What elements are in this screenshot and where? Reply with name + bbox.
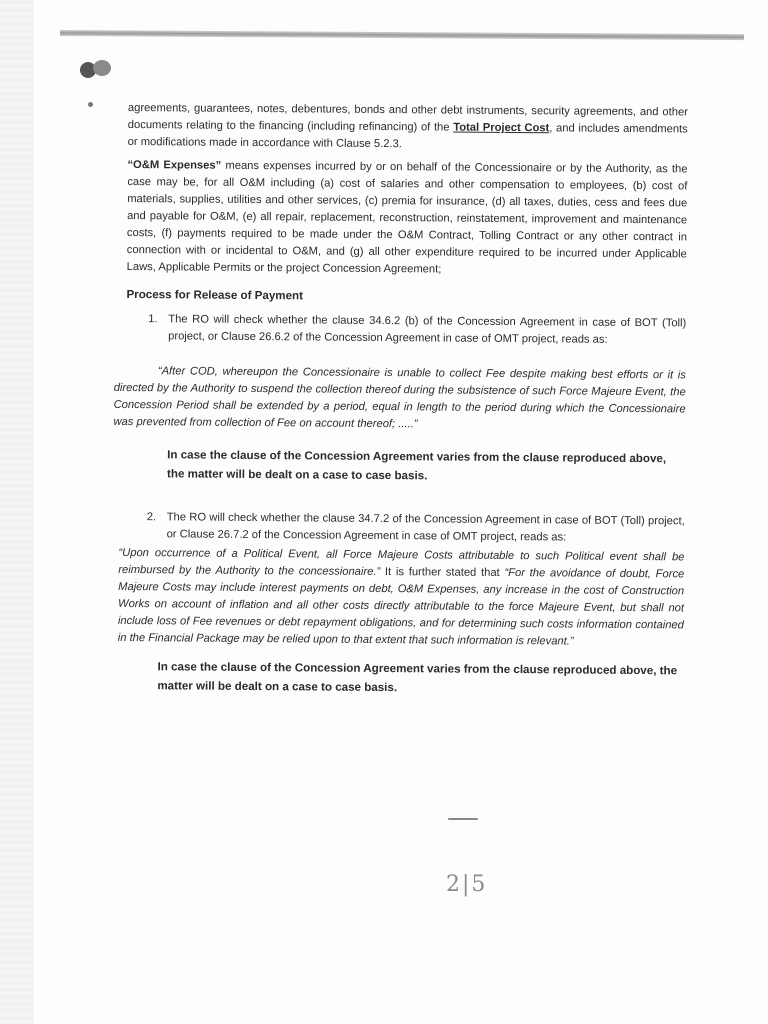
- list-item-2-text: The RO will check whether the clause 34.7.2 of the Concession Agreement in case of BOT (Toll) project, or Clause 26.7.2 of the Concession Agreement in case of OMT project, reads as:: [166, 511, 685, 544]
- financing-text: agreements, guarantees, notes, debentures, bonds and other debt instruments, security agreements, and other documents relating to the financing (including refinancing) of the: [127, 101, 688, 134]
- om-expenses-text: means expenses incurred by or on behalf of the Concessionaire or by the Authority, as the case may be, for all O&M including (a) cost of salaries and other compensation to employees, (b) cost of materials, supplies, utilities and other services, (c) premia for insurance, (d) all taxes, duties, cess and fees due and payable for O&M, (e) all repair, replacement, reconstruction, reinstatement, improvement and maintenance costs, (f) payments required to be made under the O&M Contract, Tolling Contract or any other contract in connection with or incidental to O&M, and (g) all other expenditure required to be incurred under Applicable Laws, Applicable Permits or the project Concession Agreement;: [126, 159, 688, 276]
- total-project-cost-term: Total Project Cost: [453, 121, 550, 135]
- om-expenses-term: “O&M Expenses”: [127, 158, 222, 172]
- om-expenses-definition: [127, 157, 688, 280]
- section-heading: Process for Release of Payment: [126, 287, 304, 303]
- list-item-1-number: 1.: [148, 313, 158, 326]
- quote-clause-34-6-2: “After COD, whereupon the Concessionaire is unable to collect Fee despite making best efforts or it is directed by the Authority to suspend the collection thereof during the subsistence of such Force Majeure Event, the Concession Period shall be extended by a period, equal in length to the period during which the Concessionaire was prevented from collection of Fee on account thereof; .....”: [113, 365, 686, 431]
- quote-bridge-text: It is further stated that: [380, 565, 505, 579]
- financing-text-end: , and includes amendments or modifications made in accordance with Clause 5.2.3.: [127, 122, 688, 151]
- top-rule: [60, 30, 744, 40]
- list-item-1-text: The RO will check whether the clause 34.6.2 (b) of the Concession Agreement in case of BOT (Toll) project, or Clause 26.6.2 of the Concession Agreement in case of OMT project, reads as:: [168, 313, 687, 346]
- quote-avoidance-of-doubt: “For the avoidance of doubt, Force Majeure Costs may include interest payments on debt, O&M Expenses, any increase in the cost of Construction Works on account of inflation and all other costs directly attributable to the force Majeure Event, but shall not include loss of Fee revenues or debt repayment obligations, and for determining such costs information contained in the Financial Package may be relied upon to that extent that such information is relevant.”: [117, 566, 685, 648]
- list-item-2: [125, 509, 685, 547]
- financing-paragraph: [128, 100, 688, 155]
- list-item-1: [126, 311, 686, 349]
- scan-speck: [88, 102, 93, 107]
- list-item-2-number: 2.: [146, 511, 157, 524]
- handwritten-page-mark: 2|5: [446, 872, 488, 897]
- quote-political-event: “Upon occurrence of a Political Event, all Force Majeure Costs attributable to such Political event shall be reimbursed by the Authority to the concessionaire.”: [118, 546, 685, 578]
- document-body: [113, 100, 688, 699]
- scan-edge: [0, 0, 34, 1024]
- case-basis-note-2: In case the clause of the Concession Agreement varies from the clause reproduced above, the matter will be dealt on a case to case basis.: [157, 660, 678, 695]
- case-basis-note-1: In case the clause of the Concession Agreement varies from the clause reproduced above, the matter will be dealt on a case to case basis.: [167, 448, 667, 483]
- quote-clause-34-7-2: [118, 545, 685, 651]
- pen-underline-mark: [448, 818, 478, 820]
- ink-blot-mark: [78, 58, 118, 80]
